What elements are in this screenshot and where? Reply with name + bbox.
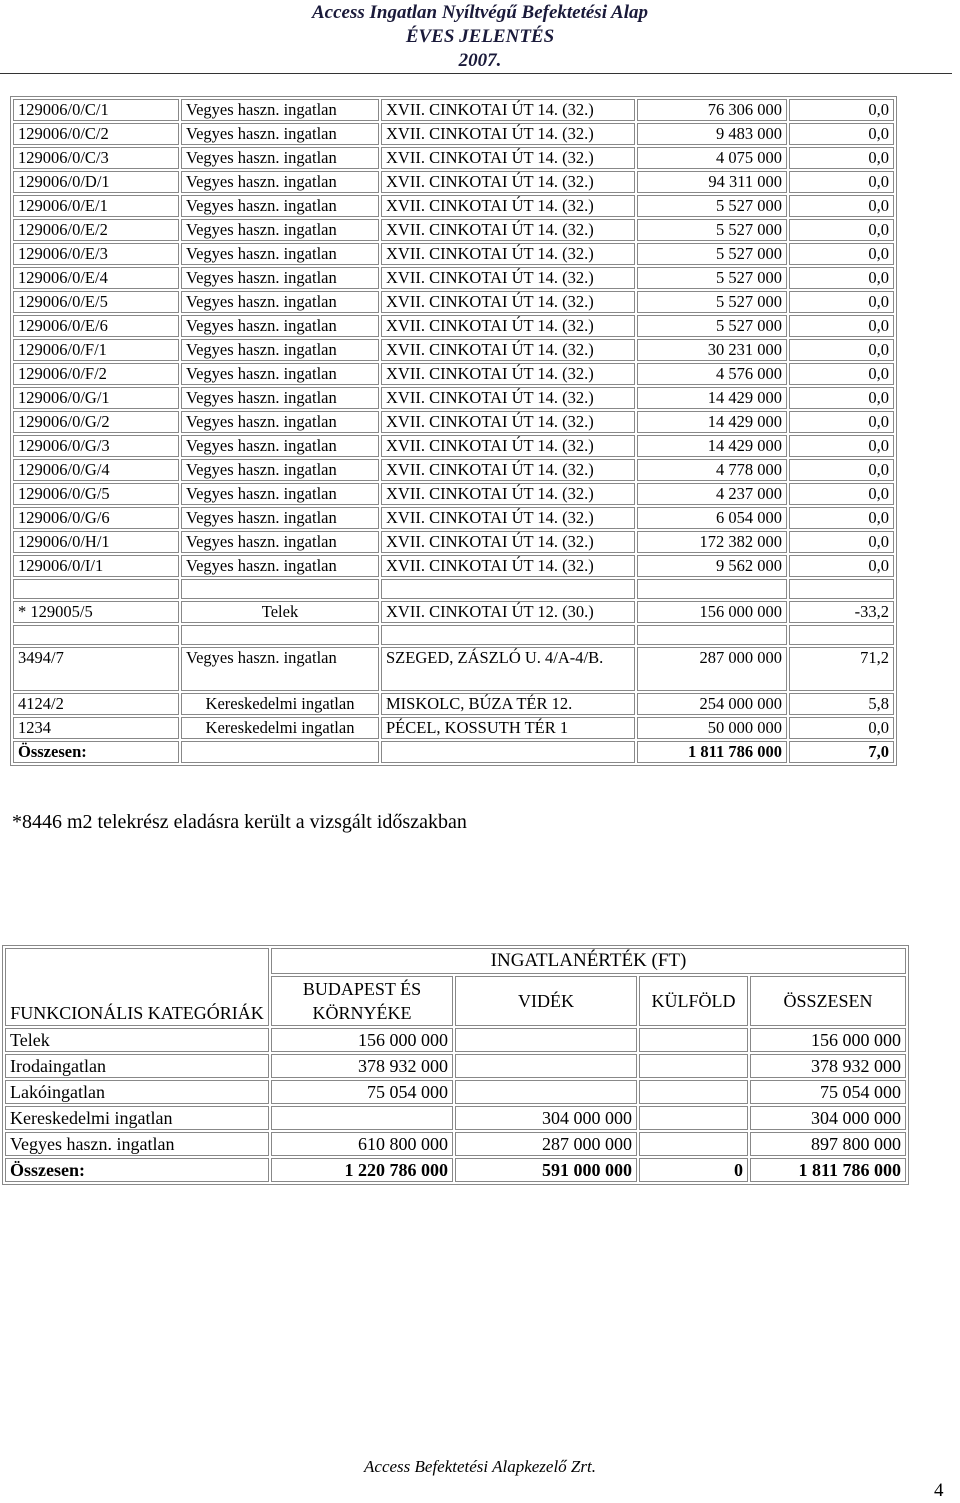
change-cell: 0,0	[789, 99, 894, 121]
value-cell: 4 075 000	[637, 147, 787, 169]
kulfold-cell: 0	[639, 1158, 748, 1182]
table-row	[13, 693, 894, 715]
empty-cell	[789, 625, 894, 645]
osszesen-cell: 304 000 000	[750, 1106, 906, 1130]
empty-cell	[381, 625, 635, 645]
table-row	[13, 195, 894, 217]
osszesen-cell: 156 000 000	[750, 1028, 906, 1052]
budapest-cell: 75 054 000	[271, 1080, 453, 1104]
address-cell: XVII. CINKOTAI ÚT 14. (32.)	[381, 363, 635, 385]
lot-number-cell: 4124/2	[13, 693, 179, 715]
value-cell: 9 483 000	[637, 123, 787, 145]
budapest-cell: 1 220 786 000	[271, 1158, 453, 1182]
lot-number-cell: 3494/7	[13, 647, 179, 691]
property-type-cell: Vegyes haszn. ingatlan	[181, 315, 379, 337]
property-table-body	[13, 99, 894, 763]
change-cell: 0,0	[789, 411, 894, 433]
change-cell: 0,0	[789, 171, 894, 193]
value-cell: 5 527 000	[637, 195, 787, 217]
lot-number-cell: 129006/0/F/1	[13, 339, 179, 361]
address-cell: XVII. CINKOTAI ÚT 14. (32.)	[381, 483, 635, 505]
empty-cell	[381, 741, 635, 763]
videk-cell: 287 000 000	[455, 1132, 637, 1156]
change-cell: 71,2	[789, 647, 894, 691]
budapest-cell: 378 932 000	[271, 1054, 453, 1078]
lot-number-cell: * 129005/5	[13, 601, 179, 623]
table-row	[13, 147, 894, 169]
empty-cell	[13, 579, 179, 599]
osszesen-cell: 75 054 000	[750, 1080, 906, 1104]
property-type-cell: Vegyes haszn. ingatlan	[181, 459, 379, 481]
property-type-cell: Vegyes haszn. ingatlan	[181, 243, 379, 265]
empty-cell	[181, 625, 379, 645]
property-type-cell: Vegyes haszn. ingatlan	[181, 531, 379, 553]
value-cell: 287 000 000	[637, 647, 787, 691]
change-cell: 0,0	[789, 435, 894, 457]
address-cell: XVII. CINKOTAI ÚT 14. (32.)	[381, 387, 635, 409]
summary-row	[5, 1054, 906, 1078]
property-type-cell: Vegyes haszn. ingatlan	[181, 363, 379, 385]
header-category: FUNKCIONÁLIS KATEGÓRIÁK	[5, 948, 269, 1026]
summary-total-row	[5, 1158, 906, 1182]
address-cell: XVII. CINKOTAI ÚT 14. (32.)	[381, 435, 635, 457]
header-rule	[0, 73, 952, 74]
table-row	[13, 483, 894, 505]
change-cell: 0,0	[789, 123, 894, 145]
change-cell: 0,0	[789, 291, 894, 313]
change-cell: 0,0	[789, 243, 894, 265]
address-cell: MISKOLC, BÚZA TÉR 12.	[381, 693, 635, 715]
value-cell: 14 429 000	[637, 387, 787, 409]
lot-number-cell: 129006/0/G/2	[13, 411, 179, 433]
property-type-cell: Telek	[181, 601, 379, 623]
table-row	[13, 363, 894, 385]
property-type-cell: Kereskedelmi ingatlan	[181, 693, 379, 715]
change-cell: 0,0	[789, 717, 894, 739]
property-type-cell: Vegyes haszn. ingatlan	[181, 435, 379, 457]
footnote: *8446 m2 telekrész eladásra került a vizsgált időszakban	[12, 811, 467, 833]
summary-row	[5, 1028, 906, 1052]
change-cell: 0,0	[789, 387, 894, 409]
total-row	[13, 741, 894, 763]
address-cell: XVII. CINKOTAI ÚT 14. (32.)	[381, 291, 635, 313]
lot-number-cell: 129006/0/E/2	[13, 219, 179, 241]
change-cell: 0,0	[789, 147, 894, 169]
empty-cell	[637, 625, 787, 645]
change-cell: 0,0	[789, 267, 894, 289]
table-row	[13, 123, 894, 145]
table-row	[13, 717, 894, 739]
value-cell: 50 000 000	[637, 717, 787, 739]
lot-number-cell: 129006/0/G/4	[13, 459, 179, 481]
table-row	[13, 555, 894, 577]
empty-cell	[789, 579, 894, 599]
value-cell: 94 311 000	[637, 171, 787, 193]
value-cell: 5 527 000	[637, 315, 787, 337]
change-cell: 0,0	[789, 339, 894, 361]
address-cell: XVII. CINKOTAI ÚT 14. (32.)	[381, 171, 635, 193]
change-cell: 0,0	[789, 531, 894, 553]
value-cell: 4 237 000	[637, 483, 787, 505]
lot-number-cell: 129006/0/E/4	[13, 267, 179, 289]
lot-number-cell: 129006/0/E/3	[13, 243, 179, 265]
summary-table-body	[5, 1028, 906, 1182]
videk-cell: 591 000 000	[455, 1158, 637, 1182]
empty-cell	[181, 741, 379, 763]
report-title: ÉVES JELENTÉS	[405, 26, 555, 47]
property-type-cell: Vegyes haszn. ingatlan	[181, 147, 379, 169]
report-year: 2007.	[458, 50, 502, 71]
change-cell: 0,0	[789, 219, 894, 241]
property-type-cell: Vegyes haszn. ingatlan	[181, 483, 379, 505]
budapest-cell: 156 000 000	[271, 1028, 453, 1052]
category-cell: Kereskedelmi ingatlan	[5, 1106, 269, 1130]
lot-number-cell: 129006/0/G/5	[13, 483, 179, 505]
address-cell: XVII. CINKOTAI ÚT 14. (32.)	[381, 99, 635, 121]
kulfold-cell	[639, 1054, 748, 1078]
empty-cell	[13, 625, 179, 645]
table-row	[13, 291, 894, 313]
lot-number-cell: 129006/0/C/1	[13, 99, 179, 121]
address-cell: XVII. CINKOTAI ÚT 14. (32.)	[381, 147, 635, 169]
property-type-cell: Vegyes haszn. ingatlan	[181, 291, 379, 313]
address-cell: XVII. CINKOTAI ÚT 14. (32.)	[381, 219, 635, 241]
value-cell: 254 000 000	[637, 693, 787, 715]
table-row	[13, 647, 894, 691]
value-cell: 9 562 000	[637, 555, 787, 577]
table-row	[13, 219, 894, 241]
summary-row	[5, 1132, 906, 1156]
budapest-cell	[271, 1106, 453, 1130]
summary-title: INGATLANÉRTÉK (FT)	[271, 948, 906, 974]
property-type-cell: Vegyes haszn. ingatlan	[181, 339, 379, 361]
lot-number-cell: 129006/0/G/3	[13, 435, 179, 457]
lot-number-cell: 129006/0/H/1	[13, 531, 179, 553]
summary-row	[5, 1106, 906, 1130]
spacer-row	[13, 625, 894, 645]
property-type-cell: Vegyes haszn. ingatlan	[181, 647, 379, 691]
lot-number-cell: 129006/0/E/1	[13, 195, 179, 217]
address-cell: PÉCEL, KOSSUTH TÉR 1	[381, 717, 635, 739]
property-type-cell: Vegyes haszn. ingatlan	[181, 99, 379, 121]
address-cell: XVII. CINKOTAI ÚT 14. (32.)	[381, 315, 635, 337]
property-type-cell: Kereskedelmi ingatlan	[181, 717, 379, 739]
address-cell: XVII. CINKOTAI ÚT 14. (32.)	[381, 555, 635, 577]
address-cell: XVII. CINKOTAI ÚT 14. (32.)	[381, 507, 635, 529]
lot-number-cell: 129006/0/E/6	[13, 315, 179, 337]
table-row	[13, 171, 894, 193]
property-type-cell: Vegyes haszn. ingatlan	[181, 219, 379, 241]
address-cell: XVII. CINKOTAI ÚT 14. (32.)	[381, 459, 635, 481]
header-videk: VIDÉK	[455, 976, 637, 1026]
category-cell: Összesen:	[5, 1158, 269, 1182]
budapest-cell: 610 800 000	[271, 1132, 453, 1156]
property-type-cell: Vegyes haszn. ingatlan	[181, 387, 379, 409]
table-row	[13, 411, 894, 433]
osszesen-cell: 378 932 000	[750, 1054, 906, 1078]
address-cell: XVII. CINKOTAI ÚT 14. (32.)	[381, 339, 635, 361]
osszesen-cell: 897 800 000	[750, 1132, 906, 1156]
table-row	[13, 339, 894, 361]
change-cell: 0,0	[789, 195, 894, 217]
lot-number-cell: 1234	[13, 717, 179, 739]
change-cell: 5,8	[789, 693, 894, 715]
property-type-cell: Vegyes haszn. ingatlan	[181, 123, 379, 145]
table-row	[13, 507, 894, 529]
header-budapest: BUDAPEST ÉS KÖRNYÉKE	[271, 976, 453, 1026]
value-cell: 172 382 000	[637, 531, 787, 553]
summary-title-row	[5, 948, 906, 974]
address-cell: XVII. CINKOTAI ÚT 14. (32.)	[381, 531, 635, 553]
address-cell: XVII. CINKOTAI ÚT 14. (32.)	[381, 123, 635, 145]
table-row	[13, 601, 894, 623]
page-number: 4	[934, 1480, 944, 1501]
address-cell: XVII. CINKOTAI ÚT 12. (30.)	[381, 601, 635, 623]
category-cell: Irodaingatlan	[5, 1054, 269, 1078]
empty-cell	[637, 579, 787, 599]
change-cell: 0,0	[789, 363, 894, 385]
lot-number-cell: 129006/0/C/3	[13, 147, 179, 169]
table-row	[13, 315, 894, 337]
table-row	[13, 459, 894, 481]
empty-cell	[181, 579, 379, 599]
lot-number-cell: 129006/0/I/1	[13, 555, 179, 577]
table-row	[13, 435, 894, 457]
page-footer: Access Befektetési Alapkezelő Zrt.	[364, 1457, 596, 1476]
summary-row	[5, 1080, 906, 1104]
lot-number-cell: 129006/0/C/2	[13, 123, 179, 145]
value-cell: 4 576 000	[637, 363, 787, 385]
category-cell: Telek	[5, 1028, 269, 1052]
address-cell: XVII. CINKOTAI ÚT 14. (32.)	[381, 195, 635, 217]
category-cell: Lakóingatlan	[5, 1080, 269, 1104]
property-type-cell: Vegyes haszn. ingatlan	[181, 171, 379, 193]
kulfold-cell	[639, 1080, 748, 1104]
empty-cell	[381, 579, 635, 599]
change-cell: -33,2	[789, 601, 894, 623]
total-value: 1 811 786 000	[637, 741, 787, 763]
fund-name: Access Ingatlan Nyíltvégű Befektetési Alap	[312, 2, 648, 23]
change-cell: 0,0	[789, 507, 894, 529]
value-cell: 14 429 000	[637, 435, 787, 457]
spacer-row	[13, 579, 894, 599]
lot-number-cell: 129006/0/D/1	[13, 171, 179, 193]
value-cell: 5 527 000	[637, 219, 787, 241]
value-cell: 5 527 000	[637, 243, 787, 265]
table-row	[13, 99, 894, 121]
category-cell: Vegyes haszn. ingatlan	[5, 1132, 269, 1156]
value-cell: 4 778 000	[637, 459, 787, 481]
address-cell: XVII. CINKOTAI ÚT 14. (32.)	[381, 243, 635, 265]
videk-cell	[455, 1028, 637, 1052]
lot-number-cell: 129006/0/F/2	[13, 363, 179, 385]
value-cell: 76 306 000	[637, 99, 787, 121]
property-type-cell: Vegyes haszn. ingatlan	[181, 555, 379, 577]
lot-number-cell: 129006/0/G/6	[13, 507, 179, 529]
address-cell: SZEGED, ZÁSZLÓ U. 4/A-4/B.	[381, 647, 635, 691]
change-cell: 0,0	[789, 459, 894, 481]
value-cell: 5 527 000	[637, 291, 787, 313]
table-row	[13, 243, 894, 265]
change-cell: 0,0	[789, 555, 894, 577]
address-cell: XVII. CINKOTAI ÚT 14. (32.)	[381, 411, 635, 433]
summary-table	[2, 945, 909, 1185]
value-cell: 6 054 000	[637, 507, 787, 529]
header-osszesen: ÖSSZESEN	[750, 976, 906, 1026]
kulfold-cell	[639, 1028, 748, 1052]
total-label: Összesen:	[13, 741, 179, 763]
value-cell: 156 000 000	[637, 601, 787, 623]
value-cell: 5 527 000	[637, 267, 787, 289]
property-type-cell: Vegyes haszn. ingatlan	[181, 411, 379, 433]
videk-cell: 304 000 000	[455, 1106, 637, 1130]
kulfold-cell	[639, 1106, 748, 1130]
property-type-cell: Vegyes haszn. ingatlan	[181, 195, 379, 217]
total-change: 7,0	[789, 741, 894, 763]
value-cell: 14 429 000	[637, 411, 787, 433]
table-row	[13, 387, 894, 409]
property-type-cell: Vegyes haszn. ingatlan	[181, 267, 379, 289]
value-cell: 30 231 000	[637, 339, 787, 361]
videk-cell	[455, 1054, 637, 1078]
change-cell: 0,0	[789, 483, 894, 505]
lot-number-cell: 129006/0/G/1	[13, 387, 179, 409]
lot-number-cell: 129006/0/E/5	[13, 291, 179, 313]
osszesen-cell: 1 811 786 000	[750, 1158, 906, 1182]
address-cell: XVII. CINKOTAI ÚT 14. (32.)	[381, 267, 635, 289]
property-type-cell: Vegyes haszn. ingatlan	[181, 507, 379, 529]
videk-cell	[455, 1080, 637, 1104]
kulfold-cell	[639, 1132, 748, 1156]
table-row	[13, 267, 894, 289]
header-kulfold: KÜLFÖLD	[639, 976, 748, 1026]
property-table	[10, 96, 897, 766]
table-row	[13, 531, 894, 553]
change-cell: 0,0	[789, 315, 894, 337]
